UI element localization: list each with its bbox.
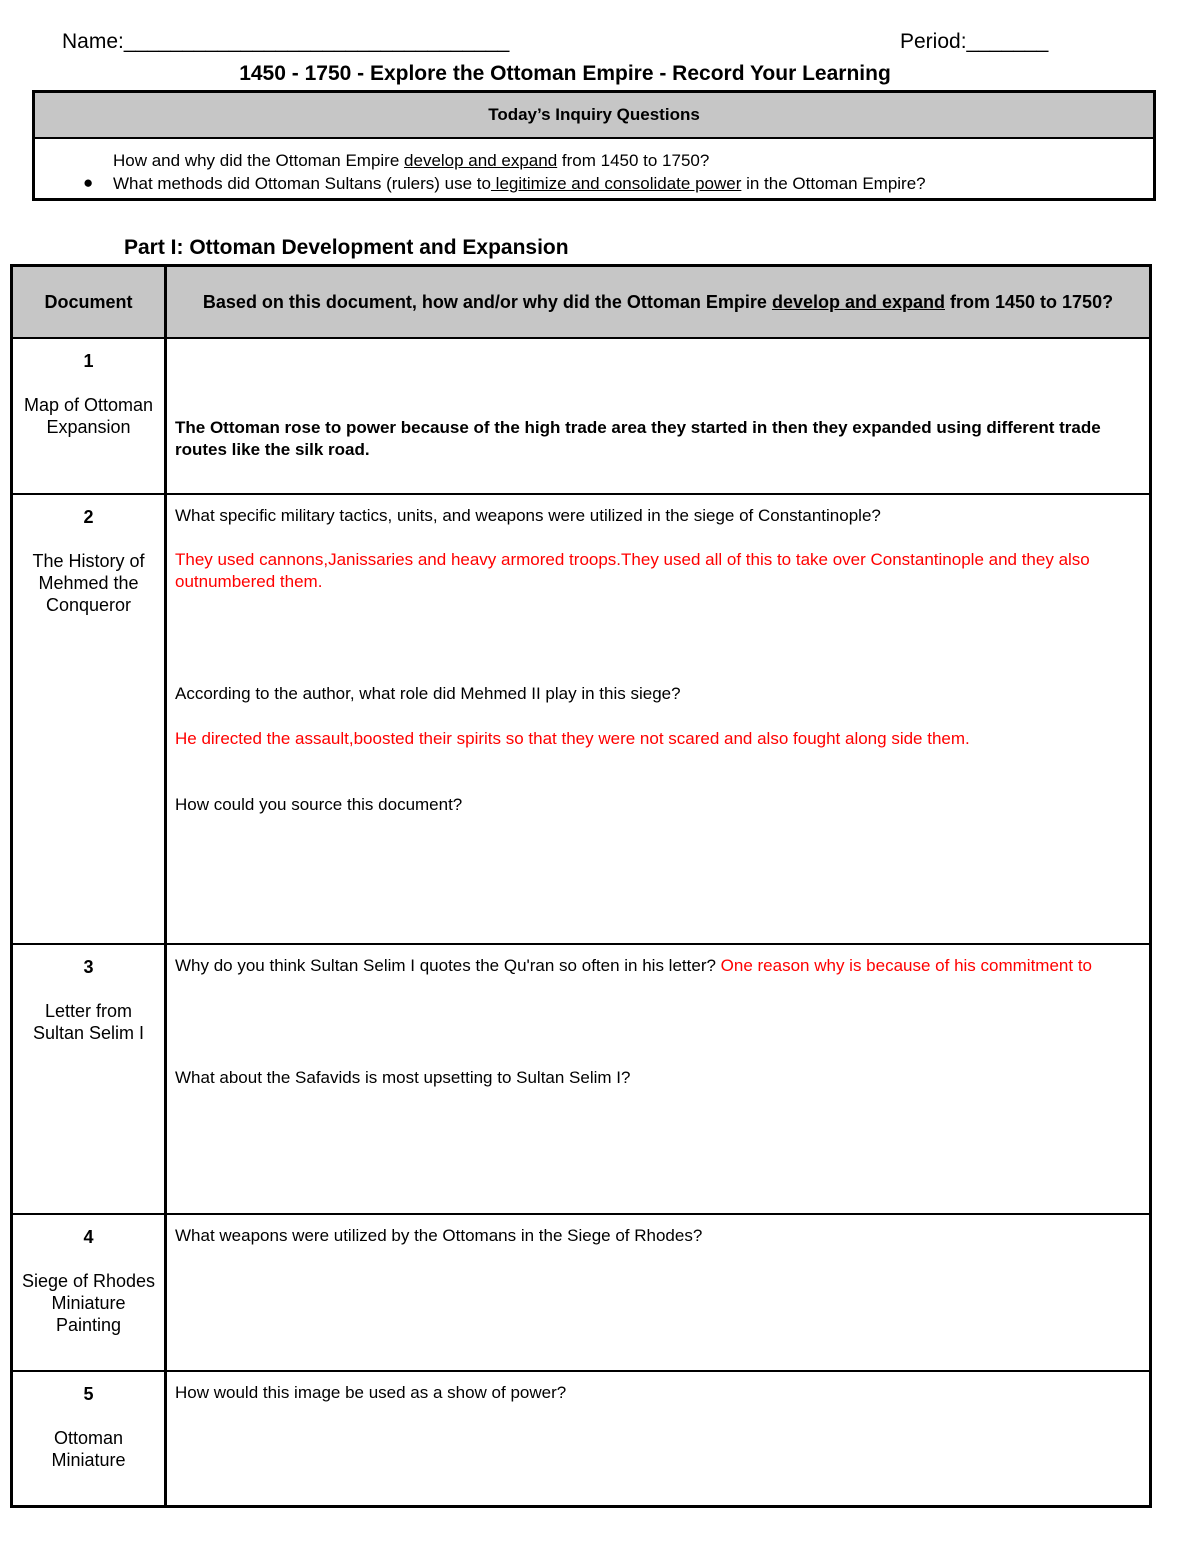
column-header-question: Based on this document, how and/or why did the Ottoman Empire develop and expand from 1450 to 1750? — [166, 266, 1151, 339]
part-title: Part I: Ottoman Development and Expansion — [124, 236, 569, 259]
table-row — [12, 944, 1151, 1214]
answer-cell-5[interactable] — [166, 1371, 1151, 1506]
table-row — [12, 338, 1151, 494]
document-cell-2 — [12, 494, 166, 944]
table-row — [12, 494, 1151, 944]
inquiry-question-1: How and why did the Ottoman Empire develop and expand from 1450 to 1750? — [113, 151, 710, 170]
table-row — [12, 1214, 1151, 1371]
question-text: What weapons were utilized by the Ottomans in the Siege of Rhodes? — [175, 1226, 703, 1245]
document-number: 1 — [83, 351, 94, 371]
answer-cell-1[interactable] — [166, 338, 1151, 494]
period-field[interactable]: Period:_______ — [900, 30, 1049, 53]
document-cell-4 — [12, 1214, 166, 1371]
answer-cell-3[interactable] — [166, 944, 1151, 1214]
document-number: 3 — [83, 957, 94, 977]
document-name: Siege of Rhodes Miniature Painting — [21, 1271, 156, 1335]
document-cell-3 — [12, 944, 166, 1214]
bullet-icon: ● — [83, 173, 94, 192]
answer-text: The Ottoman rose to power because of the high trade area they started in then they expanded using different trade routes like the silk road. — [175, 418, 1101, 459]
document-name: Ottoman Miniature — [51, 1428, 126, 1470]
table-row — [12, 1371, 1151, 1506]
answer-text: He directed the assault,boosted their spirits so that they were not scared and also fought along side them. — [175, 729, 970, 748]
question-with-answer: Why do you think Sultan Selim I quotes the Qu'ran so often in his letter? One reason why is because of his commitment to — [175, 956, 1092, 975]
inquiry-question-2: What methods did Ottoman Sultans (rulers) use to legitimize and consolidate power in the Ottoman Empire? — [113, 174, 926, 193]
document-number: 4 — [83, 1227, 94, 1247]
question-text: How would this image be used as a show of power? — [175, 1383, 567, 1402]
document-name: Letter from Sultan Selim I — [32, 1001, 145, 1043]
page-title: 1450 - 1750 - Explore the Ottoman Empire - Record Your Learning — [239, 62, 891, 85]
document-name: Map of Ottoman Expansion — [23, 395, 154, 437]
answer-text: They used cannons,Janissaries and heavy armored troops.They used all of this to take over Constantinople and they also outnumbered them. — [175, 550, 1090, 591]
question-text: What specific military tactics, units, and weapons were utilized in the siege of Constantinople? — [175, 506, 881, 525]
name-field[interactable]: Name:_________________________________ — [62, 30, 510, 53]
question-text: How could you source this document? — [175, 795, 463, 814]
document-number: 2 — [83, 507, 94, 527]
answer-cell-2[interactable] — [166, 494, 1151, 944]
inquiry-heading: Today’s Inquiry Questions — [35, 93, 1153, 139]
document-name: The History of Mehmed the Conqueror — [32, 551, 145, 615]
document-cell-1 — [12, 338, 166, 494]
column-header-document: Document — [12, 266, 166, 339]
inquiry-questions-box — [32, 90, 1156, 201]
question-text: What about the Safavids is most upsetting to Sultan Selim I? — [175, 1068, 631, 1087]
table-header-row — [12, 266, 1151, 339]
question-text: According to the author, what role did Mehmed II play in this siege? — [175, 684, 681, 703]
document-cell-5 — [12, 1371, 166, 1506]
document-number: 5 — [83, 1384, 94, 1404]
answer-cell-4[interactable] — [166, 1214, 1151, 1371]
document-table — [10, 264, 1152, 1508]
